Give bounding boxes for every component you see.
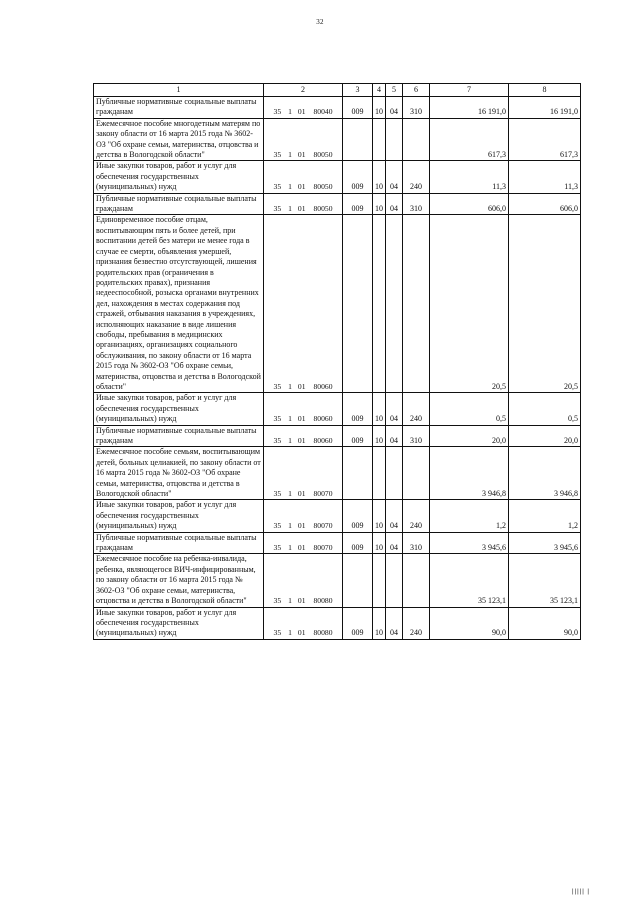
code-part: 01: [297, 436, 306, 445]
section-code: 10: [373, 607, 386, 639]
code-part: 35: [273, 182, 282, 192]
page-number: 32: [316, 18, 324, 26]
target-article-code: [264, 607, 343, 639]
amount-col-7: 617,3: [430, 118, 509, 161]
code-part: 80050: [313, 204, 333, 214]
expense-type-code: 310: [403, 97, 430, 119]
amount-col-8: 617,3: [509, 118, 581, 161]
section-code: 10: [373, 97, 386, 119]
subsection-code: 04: [386, 193, 403, 215]
row-name: Иные закупки товаров, работ и услуг для обеспечения государственных (муниципальных) нужд: [94, 607, 264, 639]
amount-col-7: 11,3: [430, 161, 509, 193]
row-name: Иные закупки товаров, работ и услуг для обеспечения государственных (муниципальных) нужд: [94, 393, 264, 425]
code-part: 01: [297, 628, 306, 638]
budget-table: [93, 83, 581, 640]
ministry-code: 009: [343, 500, 373, 532]
amount-col-8: 20,0: [509, 425, 581, 447]
code-part: 80070: [313, 489, 333, 499]
table-row: [94, 425, 581, 447]
target-article-code: [264, 447, 343, 500]
ministry-code: [343, 215, 373, 393]
section-code: [373, 118, 386, 161]
expense-type-code: 240: [403, 393, 430, 425]
target-article-code: [264, 118, 343, 161]
target-article-code: [264, 97, 343, 119]
code-part: 01: [297, 596, 306, 606]
section-code: [373, 554, 386, 607]
code-part: 80080: [313, 596, 333, 606]
amount-col-7: 606,0: [430, 193, 509, 215]
header-cell: 5: [386, 84, 403, 97]
code-part: 80070: [313, 543, 333, 553]
code-part: 80040: [313, 107, 333, 117]
row-name: Ежемесячное пособие на ребенка-инвалида, ребенка, являющегося ВИЧ-инфицированным, по закону области от 16 марта 2015 года № 3602-ОЗ "Об охране семьи, материнства, отцовства и детства в Вологодской области": [94, 554, 264, 607]
amount-col-7: 20,5: [430, 215, 509, 393]
code-part: 35: [273, 414, 282, 424]
row-name: Публичные нормативные социальные выплаты гражданам: [94, 425, 264, 447]
table-row: [94, 393, 581, 425]
code-part: 35: [273, 381, 282, 391]
ministry-code: 009: [343, 425, 373, 447]
amount-col-8: 0,5: [509, 393, 581, 425]
ministry-code: [343, 118, 373, 161]
row-name: Публичные нормативные социальные выплаты гражданам: [94, 532, 264, 554]
amount-col-8: 3 945,6: [509, 532, 581, 554]
subsection-code: 04: [386, 532, 403, 554]
code-part: 01: [297, 204, 306, 214]
code-part: 35: [273, 489, 282, 499]
expense-type-code: 310: [403, 193, 430, 215]
section-code: 10: [373, 393, 386, 425]
code-part: 1: [288, 107, 292, 117]
section-code: [373, 215, 386, 393]
amount-col-8: 606,0: [509, 193, 581, 215]
amount-col-7: 3 946,8: [430, 447, 509, 500]
subsection-code: [386, 118, 403, 161]
target-article-code: [264, 161, 343, 193]
subsection-code: 04: [386, 425, 403, 447]
ministry-code: 009: [343, 97, 373, 119]
target-article-code: [264, 554, 343, 607]
ministry-code: [343, 447, 373, 500]
target-article-code: [264, 532, 343, 554]
code-part: 1: [288, 543, 292, 553]
expense-type-code: [403, 215, 430, 393]
table-row: [94, 215, 581, 393]
table-row: [94, 532, 581, 554]
subsection-code: 04: [386, 393, 403, 425]
table-row: [94, 118, 581, 161]
expense-type-code: [403, 447, 430, 500]
target-article-code: [264, 215, 343, 393]
target-article-code: [264, 193, 343, 215]
code-part: 1: [288, 414, 292, 424]
amount-col-8: 3 946,8: [509, 447, 581, 500]
expense-type-code: 310: [403, 425, 430, 447]
code-part: 01: [297, 150, 306, 160]
code-part: 80070: [313, 521, 333, 531]
code-part: 35: [273, 204, 282, 214]
code-part: 1: [288, 596, 292, 606]
amount-col-8: 16 191,0: [509, 97, 581, 119]
section-code: 10: [373, 161, 386, 193]
amount-col-8: 1,2: [509, 500, 581, 532]
code-part: 35: [273, 521, 282, 531]
ministry-code: 009: [343, 393, 373, 425]
subsection-code: 04: [386, 607, 403, 639]
row-name: Публичные нормативные социальные выплаты гражданам: [94, 193, 264, 215]
code-part: 80060: [313, 436, 333, 445]
expense-type-code: 240: [403, 500, 430, 532]
amount-col-7: 0,5: [430, 393, 509, 425]
table-row: [94, 161, 581, 193]
code-part: 80050: [313, 150, 333, 160]
row-name: Иные закупки товаров, работ и услуг для обеспечения государственных (муниципальных) нужд: [94, 161, 264, 193]
header-cell: 3: [343, 84, 373, 97]
code-part: 1: [288, 436, 292, 445]
code-part: 35: [273, 436, 282, 445]
code-part: 01: [297, 543, 306, 553]
table-row: [94, 447, 581, 500]
amount-col-8: 20,5: [509, 215, 581, 393]
amount-col-8: 11,3: [509, 161, 581, 193]
subsection-code: 04: [386, 500, 403, 532]
header-cell: 2: [264, 84, 343, 97]
code-part: 35: [273, 628, 282, 638]
subsection-code: [386, 215, 403, 393]
code-part: 01: [297, 182, 306, 192]
header-cell: 7: [430, 84, 509, 97]
expense-type-code: [403, 554, 430, 607]
row-name: Публичные нормативные социальные выплаты гражданам: [94, 97, 264, 119]
target-article-code: [264, 500, 343, 532]
row-name: Единовременное пособие отцам, воспитывающим пять и более детей, при воспитании детей без матери не менее года в случае ее смерти, объявления умершей, признания безвестно отсутствующей, лишения родительских прав (ограничения в родительских правах), признания недееспособной, розыска органами внутренних дел, нахождения в местах содержания под стражей, отбывания наказания в учреждениях, исполняющих наказание в виде лишения свободы, пребывания в медицинских организациях, организациях социального обслуживания, по закону области от 16 марта 2015 года № 3602-ОЗ "Об охране семьи, материнства, отцовства и детства в Вологодской области": [94, 215, 264, 393]
table-row: [94, 607, 581, 639]
row-name: Иные закупки товаров, работ и услуг для обеспечения государственных (муниципальных) нужд: [94, 500, 264, 532]
code-part: 1: [288, 381, 292, 391]
ministry-code: 009: [343, 161, 373, 193]
subsection-code: 04: [386, 161, 403, 193]
row-name: Ежемесячное пособие многодетным матерям по закону области от 16 марта 2015 года № 3602-ОЗ "Об охране семьи, материнства, отцовства и детства в Вологодской области": [94, 118, 264, 161]
section-code: 10: [373, 193, 386, 215]
expense-type-code: 240: [403, 161, 430, 193]
amount-col-8: 35 123,1: [509, 554, 581, 607]
header-row: [94, 84, 581, 97]
code-part: 01: [297, 414, 306, 424]
row-name: Ежемесячное пособие семьям, воспитывающим детей, больных целиакией, по закону области от 16 марта 2015 года № 3602-ОЗ "Об охране семьи, материнства, отцовства и детства в Вологодской области": [94, 447, 264, 500]
section-code: 10: [373, 425, 386, 447]
amount-col-7: 3 945,6: [430, 532, 509, 554]
code-part: 1: [288, 489, 292, 499]
code-part: 35: [273, 107, 282, 117]
code-part: 80050: [313, 182, 333, 192]
amount-col-7: 35 123,1: [430, 554, 509, 607]
footer-mark: ||||| |: [571, 889, 590, 895]
header-cell: 8: [509, 84, 581, 97]
amount-col-7: 1,2: [430, 500, 509, 532]
table-row: [94, 193, 581, 215]
amount-col-7: 16 191,0: [430, 97, 509, 119]
code-part: 80060: [313, 414, 333, 424]
ministry-code: 009: [343, 193, 373, 215]
subsection-code: [386, 447, 403, 500]
subsection-code: 04: [386, 97, 403, 119]
amount-col-8: 90,0: [509, 607, 581, 639]
table-row: [94, 554, 581, 607]
expense-type-code: [403, 118, 430, 161]
header-cell: 4: [373, 84, 386, 97]
amount-col-7: 20,0: [430, 425, 509, 447]
ministry-code: 009: [343, 532, 373, 554]
code-part: 01: [297, 521, 306, 531]
code-part: 1: [288, 204, 292, 214]
code-part: 1: [288, 521, 292, 531]
expense-type-code: 310: [403, 532, 430, 554]
section-code: [373, 447, 386, 500]
code-part: 1: [288, 182, 292, 192]
code-part: 01: [297, 107, 306, 117]
code-part: 35: [273, 596, 282, 606]
section-code: 10: [373, 532, 386, 554]
code-part: 80080: [313, 628, 333, 638]
target-article-code: [264, 393, 343, 425]
table-row: [94, 500, 581, 532]
header-cell: 1: [94, 84, 264, 97]
code-part: 1: [288, 628, 292, 638]
expense-type-code: 240: [403, 607, 430, 639]
amount-col-7: 90,0: [430, 607, 509, 639]
code-part: 35: [273, 150, 282, 160]
section-code: 10: [373, 500, 386, 532]
code-part: 80060: [313, 381, 333, 391]
code-part: 35: [273, 543, 282, 553]
subsection-code: [386, 554, 403, 607]
ministry-code: [343, 554, 373, 607]
table-row: [94, 97, 581, 119]
target-article-code: [264, 425, 343, 447]
code-part: 01: [297, 489, 306, 499]
ministry-code: 009: [343, 607, 373, 639]
header-cell: 6: [403, 84, 430, 97]
code-part: 1: [288, 150, 292, 160]
code-part: 01: [297, 381, 306, 391]
